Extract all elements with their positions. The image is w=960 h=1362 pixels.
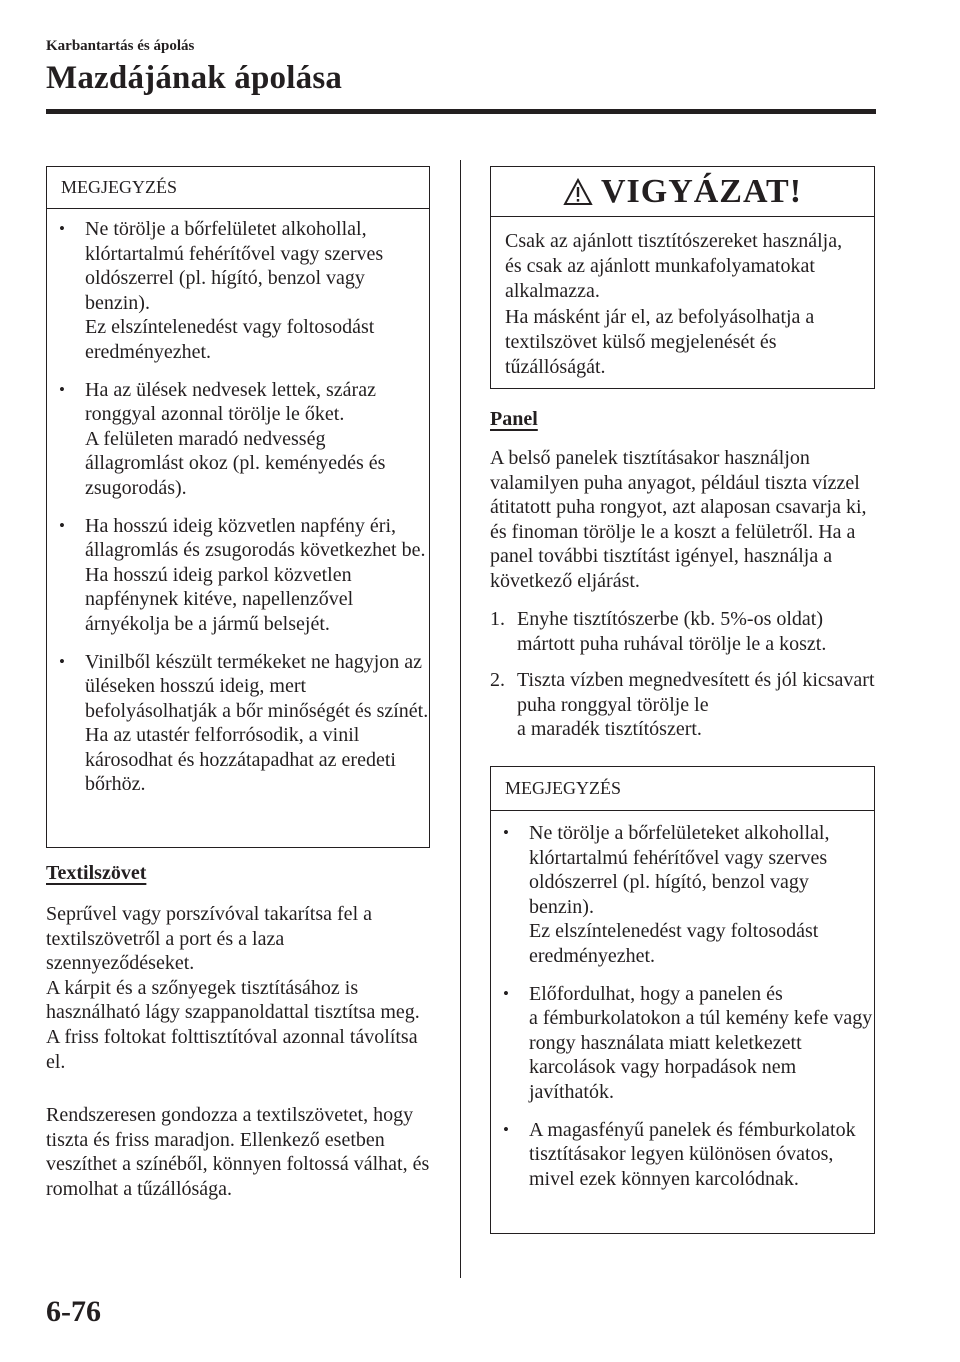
list-item (491, 1118, 874, 1192)
caution-header (491, 167, 874, 217)
textile-heading: Textilszövet (46, 862, 147, 884)
note-box-leather (46, 166, 430, 848)
caution-heading: VIGYÁZAT! (600, 172, 803, 210)
warning-triangle-icon (563, 178, 593, 206)
list-item (47, 217, 429, 365)
title-rule (46, 109, 876, 114)
list-item (47, 514, 429, 637)
step-item (490, 668, 880, 742)
note-list (491, 811, 874, 1191)
step-number: 2. (490, 669, 505, 692)
list-item-text: Előfordulhat, hogy a panelen és a fémburkolatokon a túl kemény kefe vagy rongy használata miatt keletkezett karcolások vagy horpadások nem javíthatók. (529, 982, 873, 1103)
list-item (491, 982, 874, 1105)
list-item (491, 821, 874, 969)
step-text: Tiszta vízben megnedvesített és jól kicsavart puha ronggyal törölje le a maradék tisztítószert. (517, 669, 875, 741)
list-item-text: Ne törölje a bőrfelületet alkohollal, klórtartalmú fehérítővel vagy szerves oldószerrel (pl. hígító, benzol vagy benzin). Ez elszíntelenedést vagy foltosodást eredményezhet. (85, 218, 384, 363)
list-item-text: Vinilből készült termékeket ne hagyjon az üléseken hosszú ideig, mert befolyásolhatják a bőr minőségét és színét. Ha az utastér felforrósodik, a vinil károsodhat és hozzátapadhat az eredeti bőrhöz. (85, 650, 429, 796)
panel-intro: A belső panelek tisztításakor használjon valamilyen puha anyagot, például tiszta vízzel átitatott puha rongyot, azt alaposan csavarja ki, és finoman törölje le a koszt a felületről. Ha a panel további tisztítást igényel, használja a következő eljárást. (490, 447, 867, 592)
bullet-icon: • (59, 515, 65, 535)
bullet-icon: • (503, 983, 509, 1003)
step-number: 1. (490, 608, 505, 630)
list-item-text: Ne törölje a bőrfelületeket alkohollal, klórtartalmú fehérítővel vagy szerves oldószerrel (pl. hígító, benzol vagy benzin). Ez elszíntelenedést vagy foltosodást eredményezhet. (529, 822, 830, 967)
step-item (490, 607, 880, 656)
bullet-icon: • (503, 823, 509, 842)
bullet-icon: • (59, 379, 65, 399)
note-list (47, 209, 429, 797)
list-item (47, 378, 429, 501)
textile-paragraph-2: Rendszeresen gondozza a textilszövetet, hogy tiszta és friss maradjon. Ellenkező esetben veszíthet a színéből, könnyen foltossá válhat, és romolhat a tűzállósága. (46, 1104, 430, 1200)
note-heading: MEGJEGYZÉS (491, 767, 874, 811)
panel-steps (490, 607, 880, 754)
step-text: Enyhe tisztítószerbe (kb. 5%-os oldat) mártott puha ruhával törölje le a koszt. (517, 608, 827, 655)
note-box-panel (490, 766, 875, 1234)
caution-body: Csak az ajánlott tisztítószereket használja, és csak az ajánlott munkafolyamatokat alkalmazza. Ha másként jár el, az befolyásolhatja a textilszövet külső megjelenését és tűzállóságát. (505, 230, 843, 379)
list-item (47, 650, 429, 798)
note-heading: MEGJEGYZÉS (47, 167, 429, 209)
textile-paragraph-1: Seprűvel vagy porszívóval takarítsa fel a textilszövetről a port és a laza szennyeződéseket. A kárpit és a szőnyegek tisztításához is használható lágy szappanoldattal tisztítsa meg. A friss foltokat folttisztítóval azonnal távolítsa el. (46, 903, 420, 1073)
bullet-icon: • (59, 219, 65, 238)
bullet-icon: • (59, 651, 65, 671)
page-number: 6-76 (46, 1295, 101, 1328)
list-item-text: Ha hosszú ideig közvetlen napfény éri, állagromlás és zsugorodás következhet be. Ha hosszú ideig parkol közvetlen napfénynek kitéve, napellenzővel árnyékolja be a jármű belsejét. (85, 514, 426, 635)
list-item-text: A magasfényű panelek és fémburkolatok tisztításakor legyen különösen óvatos, mivel ezek könnyen karcolódnak. (529, 1118, 856, 1190)
panel-heading: Panel (490, 408, 538, 430)
caution-box (490, 166, 875, 389)
list-item-text: Ha az ülések nedvesek lettek, száraz ronggyal azonnal törölje le őket. A felületen maradó nedvesség állagromlást okoz (pl. keményedés és zsugorodás). (85, 378, 386, 499)
bullet-icon: • (503, 1119, 509, 1139)
section-label: Karbantartás és ápolás (46, 38, 195, 54)
page-title: Mazdájának ápolása (46, 60, 343, 96)
column-divider (460, 160, 461, 1278)
